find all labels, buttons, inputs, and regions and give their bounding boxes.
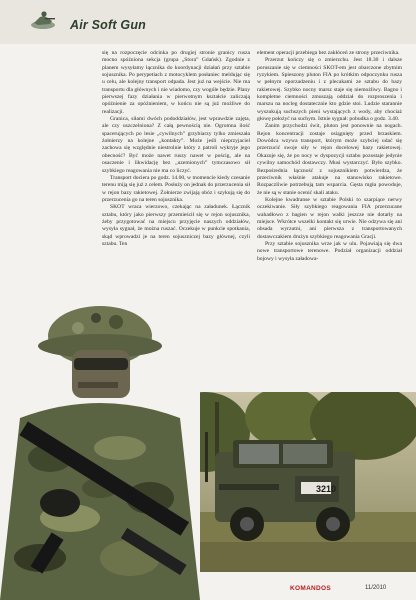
article-column-left [102,50,250,248]
soldier-silhouette-icon [30,9,56,31]
page-header [0,0,416,44]
section-title: Air Soft Gun [70,18,147,32]
article-paragraph: SKOT wraca wierzowo, czekając na załadunek. Łącznik sztabu, który jako pierwszy przemieścił się w rejon sojusznika, żeby przygotować na miejscu przyjęcie naszych oddziałów, wysyła sygnał, że można ruszać. Oczekuje w punkcie spotkania, skąd wprowadzi je na teren sojuszniczej bazy głównej, czyli sztabu. Ten [102,204,250,247]
magazine-name: KOMANDOS [290,585,332,592]
article-paragraph: się na rozpoczęcie odcinka po drugiej stronie granicy rusza mocno spóźniona sekcja (grupa „Stora” Gdańsk). Zgodnie z planem wysyłamy łącznika do koordynacji działań przy sztabie sojusznika. Po perypetiach z motocyklem posłaniec meldując się u celu, ale kolejny transport odpada. Jest już na wejście. Nie ma transportu dla głównych i nie wiadomo, czy wogóle będzie. Plany pierwszej fazy działania w pierwotnym kształcie zaliczają opóźnienie za opóźnieniem, w końcu nie są już możliwe do realizacji. [102,50,250,115]
article-paragraph: Granica, siłami dwóch pododdziałów, jest wprawdzie zajęta, ale czy uszczelniona? Z całą pewnością nie. Ogromna ilość spacerujących po lesie „cywilnych” grzybiarzy tylko zmieszała żołnierzy na kolejne „kontakty”. Może jeśli nieprzyjaciel zachowa się względnie niestrolnie który z patroli wykryje jego obecność? Być może nawet ruszy nawet w pościg, ale na osaczenie i likwidację bez „uzemionych” tymczasowo sił szybkiego reagowania nie ma co liczyć. [102,116,250,174]
article-paragraph: Przy sztabie sojusznika wrze jak w ulu. Pojawiają się dwa nowe transportowe terenowe. Podział organizacji oddział bojowy i wysyła załadowa- [257,240,402,262]
license-plate: 3210 [316,484,337,494]
article-paragraph: element operacji przebiega bez zakłóceń ze strony przeciwnika. [257,50,400,56]
article-column-right [257,50,402,263]
issue-number: 11/2010 [365,585,387,591]
soldier-photo [0,298,200,600]
article-paragraph: Kolejne kwadranse w sztabie Polski to szarpiące nerwy oczekiwanie. Siły szybkiego reagowania FIA przerzucane wahadłowo z bagien w rejon walki jeszcze nie dotarły na miejsce. Wkrótce wszelki kontakt się urwie. Nie odzywa się ani obsada wyrzutni, ani pierwsza z transportowanych dostawczakiem drużyn szybkiego reagowania Gracji. [257,196,402,240]
article-paragraph: Transport dociera po godz. 14.00, w momencie kiedy czesanie terenu miją się już z celem. Posłuży on jednak do przerzucenia sił w rejon bazy rakietowej. Żołnierze zwijają obóz i szykują się do przerzucenia go na teren sojusznika. [102,174,250,203]
article-paragraph: Przerzut kończy się o zmierzchu. Jest 18.30 i dalsze poruszanie się w ciemności SKOT-em jest obarczone zbytnim ryzykiem. Spieszony pluton FIA po krótkim odpoczynku rusza w pełnym oporzadzeniu i z plecakami ze sztabu do bazy rakietowej. Szybko nocny marsz staje się niemożliwy. Bagno i kompletne ciemności zmuszają oddział do rozproszenia i marszu na nocleg dostatecznie kto gdzie stoi. Ludzie starannie wyszukują suchszych pieni wystających z wody, aby chociaż głowę położyć na suchym. Istnie sygnał: pobudka o godz. 3.40. [257,57,402,123]
military-jeep-photo [175,392,416,572]
article-paragraph: Zanim przychodzi świt, pluton jest ponownie na nogach. Rejon koncentracji zostaje osiągnięty przed brzaskiem. Dowódca wzywa transport, którym może szybciej udać się przerzucić swoje siły w rejon docelowej bazy rakietowej. Okazuje się, że po nocy w dyspozycji sztabu pozostaje jedynie cywilny samochód dostawczy. Musi wystarczyć. Było szybko. Bezpośrednia łączność z sojusznikiem potwierdza, że przeciwnik właśnie atakuje na stanowisko rakietowe. Rozpaczliwie potrzebują tam wsparcia. Gęsta mgła powoduje, że nie są w stanie ocenić skali ataku. [257,123,402,196]
